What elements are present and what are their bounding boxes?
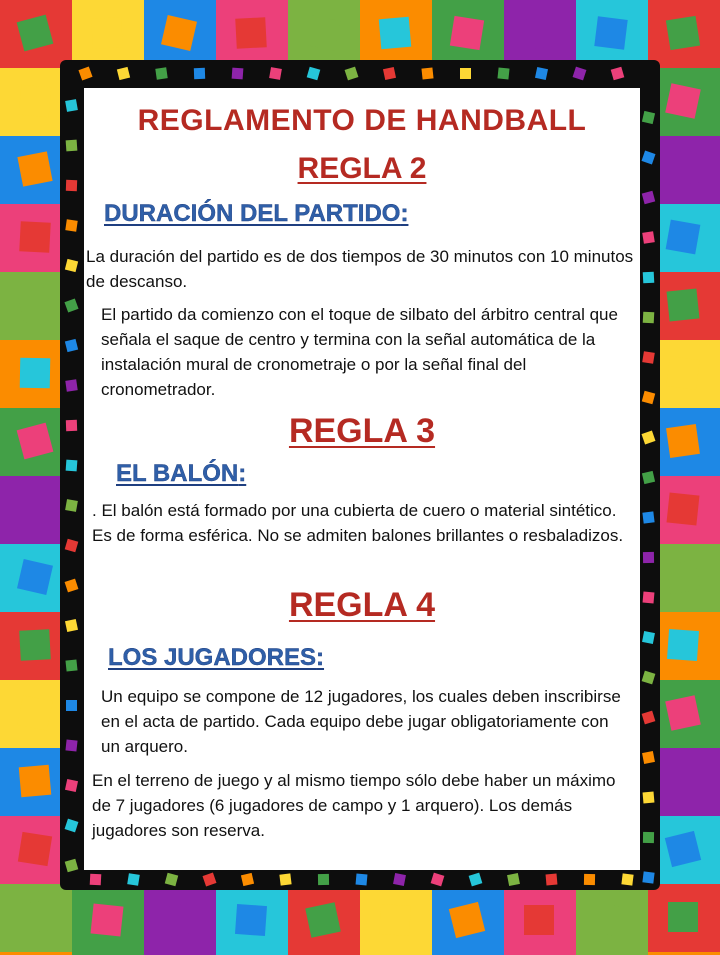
frame-tile-square	[666, 220, 701, 255]
frame-tile	[288, 0, 360, 68]
frame-tile	[504, 0, 576, 68]
paragraph-duracion: La duración del partido es de dos tiempos de 30 minutos con 10 minutos de descanso.	[86, 247, 634, 291]
section-heading-balon	[116, 460, 246, 488]
heading-colon: :	[316, 644, 325, 671]
confetti-square	[621, 873, 633, 885]
confetti-square	[65, 779, 78, 792]
frame-tile-square	[666, 424, 700, 458]
frame-tile-square	[18, 832, 52, 866]
frame-tile-square	[17, 15, 54, 52]
confetti-square	[642, 231, 655, 244]
frame-tile	[432, 0, 504, 68]
section-heading-duracion	[104, 200, 408, 228]
frame-tile-square	[19, 765, 52, 798]
heading-colon: :	[400, 200, 409, 227]
rule-3-title: REGLA 3	[288, 412, 436, 450]
paragraph-inicio-partido: El partido da comienzo con el toque de silbato del árbitro central que señala el saque de centro y termina con la señal automática de la instalación mural de cronometraje o por la señal final del cronometrador.	[101, 305, 618, 399]
frame-tile-square	[449, 902, 485, 938]
confetti-square	[642, 751, 655, 764]
confetti-square	[421, 67, 433, 79]
confetti-square	[643, 792, 655, 804]
frame-tile-square	[667, 493, 700, 526]
confetti-square	[66, 420, 77, 431]
section-heading-text: LOS JUGADORES	[108, 644, 317, 671]
frame-tile	[360, 887, 432, 955]
confetti-square	[155, 67, 167, 79]
frame-tile-square	[17, 559, 53, 595]
frame-tile	[144, 887, 216, 955]
frame-tile-square	[665, 831, 701, 867]
confetti-square	[90, 874, 102, 886]
frame-tile-square	[17, 423, 54, 460]
confetti-square	[356, 874, 368, 886]
confetti-square	[127, 873, 140, 886]
frame-tile	[360, 0, 432, 68]
frame-tile	[144, 0, 216, 68]
confetti-square	[65, 219, 77, 231]
frame-tile-square	[379, 904, 410, 935]
section-heading-text: DURACIÓN DEL PARTIDO	[104, 200, 401, 227]
frame-tile	[216, 887, 288, 955]
confetti-square	[643, 312, 655, 324]
frame-tile-square	[17, 287, 53, 323]
confetti-square	[393, 873, 406, 886]
frame-tile-square	[162, 903, 197, 938]
frame-tile-square	[91, 904, 124, 937]
confetti-square	[232, 68, 244, 80]
confetti-square	[66, 700, 77, 711]
confetti-square	[66, 140, 78, 152]
frame-tile-square	[92, 18, 123, 49]
frame-tile-square	[235, 904, 267, 936]
frame-tile	[72, 0, 144, 68]
frame-tile-square	[667, 629, 699, 661]
frame-tile-square	[17, 695, 52, 730]
frame-tile-square	[593, 902, 629, 938]
frame-tile-square	[524, 905, 554, 935]
confetti-square	[643, 832, 654, 843]
confetti-square	[65, 379, 77, 391]
frame-tile-square	[19, 629, 51, 661]
frame-tile-square	[379, 17, 412, 50]
document-page	[84, 88, 640, 870]
confetti-square	[642, 351, 655, 364]
section-heading-jugadores	[108, 644, 324, 672]
confetti-square	[497, 67, 509, 79]
confetti-square	[65, 499, 78, 512]
frame-tile	[648, 884, 720, 952]
confetti-square	[66, 460, 78, 472]
frame-tile	[72, 887, 144, 955]
frame-tile-square	[667, 289, 700, 322]
frame-tile	[0, 884, 72, 952]
confetti-square	[460, 68, 471, 79]
heading-colon: :	[238, 460, 247, 487]
frame-tile-square	[665, 695, 701, 731]
document-title: REGLAMENTO DE HANDBALL	[137, 104, 587, 137]
confetti-square	[65, 659, 77, 671]
frame-tile-square	[305, 15, 340, 50]
confetti-square	[642, 511, 654, 523]
paragraph-balon: . El balón está formado por una cubierta de cuero o material sintético. Es de forma esférica. No se admiten balones brillantes o resbaladizos.	[92, 501, 624, 545]
confetti-square	[65, 99, 78, 112]
confetti-square	[643, 552, 654, 563]
frame-tile	[0, 0, 72, 68]
rule-2-title: REGLA 2	[297, 152, 427, 185]
frame-tile-square	[667, 153, 699, 185]
confetti-square	[65, 619, 78, 632]
frame-tile-square	[594, 16, 627, 49]
confetti-square	[279, 873, 291, 885]
frame-tile	[576, 0, 648, 68]
frame-tile-square	[19, 221, 51, 253]
paragraph-terreno: En el terreno de juego y al mismo tiempo sólo debe haber un máximo de 7 jugadores (6 jugadores de campo y 1 arquero). Los demás jugadores son reserva.	[92, 771, 616, 840]
frame-tile-square	[235, 17, 267, 49]
frame-tile-square	[305, 902, 341, 938]
confetti-square	[66, 180, 77, 191]
frame-tile-square	[450, 16, 484, 50]
frame-tile-square	[18, 900, 51, 933]
frame-tile	[432, 887, 504, 955]
confetti-square	[507, 873, 520, 886]
confetti-square	[269, 67, 282, 80]
confetti-square	[642, 631, 655, 644]
frame-tile-square	[666, 560, 701, 595]
frame-tile-square	[20, 494, 51, 525]
confetti-square	[194, 68, 205, 79]
confetti-square	[65, 739, 77, 751]
frame-tile-square	[665, 83, 701, 119]
confetti-square	[535, 67, 548, 80]
frame-tile-square	[17, 151, 52, 186]
frame-tile	[288, 887, 360, 955]
paragraph-equipo: Un equipo se compone de 12 jugadores, los cuales deben inscribirse en el acta de partido. Cada equipo debe jugar obligatoriamente con un arquero.	[101, 687, 621, 756]
frame-tile-square	[20, 358, 51, 389]
frame-tile-square	[668, 902, 698, 932]
frame-tile-square	[522, 16, 555, 49]
section-heading-text: EL BALÓN	[116, 460, 239, 487]
confetti-square	[642, 871, 654, 883]
confetti-square	[584, 874, 595, 885]
frame-tile-square	[666, 16, 700, 50]
frame-tile-square	[161, 15, 197, 51]
confetti-square	[383, 67, 396, 80]
confetti-square	[643, 592, 655, 604]
rule-4-title: REGLA 4	[288, 586, 436, 624]
frame-tile-square	[667, 765, 698, 796]
frame-tile-square	[19, 85, 52, 118]
frame-tile	[216, 0, 288, 68]
confetti-square	[318, 874, 329, 885]
frame-tile	[576, 887, 648, 955]
frame-tile	[648, 0, 720, 68]
confetti-square	[643, 272, 655, 284]
frame-tile-square	[666, 356, 700, 390]
confetti-square	[546, 874, 558, 886]
frame-tile	[504, 887, 576, 955]
